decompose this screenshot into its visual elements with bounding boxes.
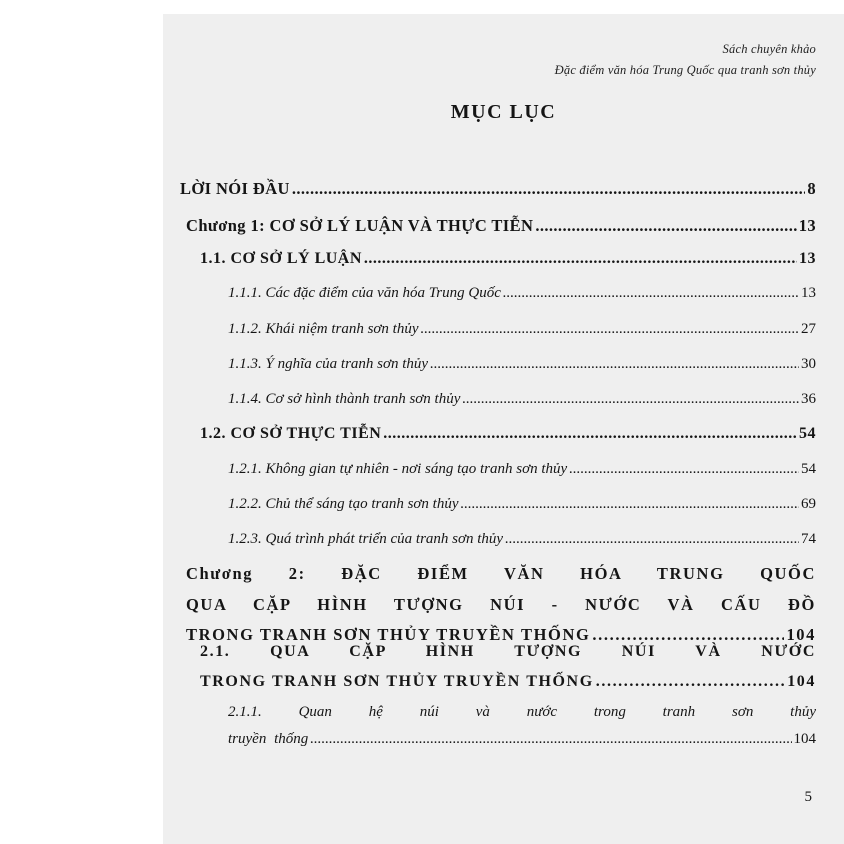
page-number: 5: [804, 789, 812, 805]
book-page: [163, 14, 844, 844]
leader-dots: [505, 532, 799, 547]
leader-dots: [310, 732, 791, 747]
toc-entry-page: 30: [801, 356, 816, 372]
toc-entry-subsection-1-2-1: [228, 462, 816, 477]
running-header-book-title: Đặc điểm văn hóa Trung Quốc qua tranh sơn thủy: [554, 63, 816, 77]
toc-entry-subsection-1-1-2: [228, 322, 816, 337]
toc-entry-chapter-2: [186, 566, 816, 644]
toc-entry-text: 1.2.3. Quá trình phát triển của tranh sơn thủy: [228, 531, 504, 547]
running-header-series: Sách chuyên khảo: [722, 42, 816, 56]
toc-entry-page: 13: [801, 285, 816, 301]
toc-entry-section-1-1: [200, 251, 816, 267]
toc-title: MỤC LỤC: [450, 101, 557, 123]
toc-entry-page: 27: [801, 321, 816, 337]
toc-entry-subsection-1-2-2: [228, 497, 816, 512]
toc-entry-text-line-1: 2.1. QUA CẶP HÌNH TƯỢNG NÚI VÀ NƯỚC: [200, 643, 816, 660]
toc-entry-page: 69: [801, 496, 816, 512]
leader-dots: [592, 627, 784, 644]
leader-dots: [461, 497, 799, 512]
toc-entry-page: 36: [801, 391, 816, 407]
toc-entry-text-line-3: TRONG TRANH SƠN THỦY TRUYỀN THỐNG: [186, 625, 591, 644]
toc-entry-text: 1.1. CƠ SỞ LÝ LUẬN: [200, 250, 362, 267]
toc-entry-page: 104: [786, 625, 816, 644]
toc-entry-page: 54: [799, 425, 816, 442]
toc-entry-text: 1.2. CƠ SỞ THỰC TIỄN: [200, 425, 382, 442]
leader-dots: [292, 181, 806, 198]
toc-entry-text: 1.2.2. Chủ thể sáng tạo tranh sơn thủy: [228, 496, 459, 512]
toc-entry-page: 13: [799, 250, 816, 267]
toc-entry-page: 13: [798, 216, 816, 235]
toc-entry-text: 1.1.2. Khái niệm tranh sơn thủy: [228, 321, 419, 337]
toc-entry-text-line-2: QUA CẶP HÌNH TƯỢNG NÚI - NƯỚC VÀ CẤU ĐỒ: [186, 594, 816, 614]
toc-entry-text-line-2: truyền thống: [228, 731, 309, 747]
leader-dots: [535, 218, 796, 235]
leader-dots: [569, 462, 799, 477]
toc-entry-text: 1.2.1. Không gian tự nhiên - nơi sáng tạo tranh sơn thủy: [228, 461, 568, 477]
toc-entry-foreword: [180, 181, 816, 198]
toc-entry-section-2-1: [200, 644, 816, 690]
leader-dots: [430, 357, 799, 372]
leader-dots: [503, 286, 799, 301]
toc-entry-page: 104: [787, 673, 816, 690]
toc-entry-text-line-2: TRONG TRANH SƠN THỦY TRUYỀN THỐNG: [200, 673, 594, 690]
toc-entry-text: 1.1.3. Ý nghĩa của tranh sơn thủy: [228, 356, 429, 372]
leader-dots: [421, 322, 799, 337]
toc-entry-text: LỜI NÓI ĐẦU: [180, 179, 290, 198]
toc-entry-text: 1.1.1. Các đặc điểm của văn hóa Trung Quốc: [228, 285, 501, 301]
toc-entry-subsection-1-1-4: [228, 392, 816, 407]
toc-entry-page: 8: [807, 179, 816, 198]
toc-entry-subsection-2-1-1: [228, 705, 816, 747]
toc-entry-chapter-1: [186, 218, 816, 235]
toc-entry-text: 1.1.4. Cơ sở hình thành tranh sơn thủy: [228, 391, 461, 407]
leader-dots: [383, 426, 797, 442]
toc-entry-subsection-1-1-1: [228, 286, 816, 301]
toc-entry-text: Chương 1: CƠ SỞ LÝ LUẬN VÀ THỰC TIỄN: [186, 216, 534, 235]
toc-entry-page: 54: [801, 461, 816, 477]
leader-dots: [462, 392, 799, 407]
leader-dots: [364, 251, 797, 267]
toc-entry-page: 74: [801, 531, 816, 547]
toc-entry-text-line-1: 2.1.1. Quan hệ núi và nước trong tranh sơn thủy: [228, 704, 816, 720]
toc-entry-page: 104: [793, 731, 816, 747]
toc-entry-subsection-1-1-3: [228, 357, 816, 372]
toc-entry-section-1-2: [200, 426, 816, 442]
toc-entry-subsection-1-2-3: [228, 532, 816, 547]
toc-entry-text-line-1: Chương 2: ĐẶC ĐIỂM VĂN HÓA TRUNG QUỐC: [186, 564, 816, 583]
leader-dots: [596, 674, 785, 690]
